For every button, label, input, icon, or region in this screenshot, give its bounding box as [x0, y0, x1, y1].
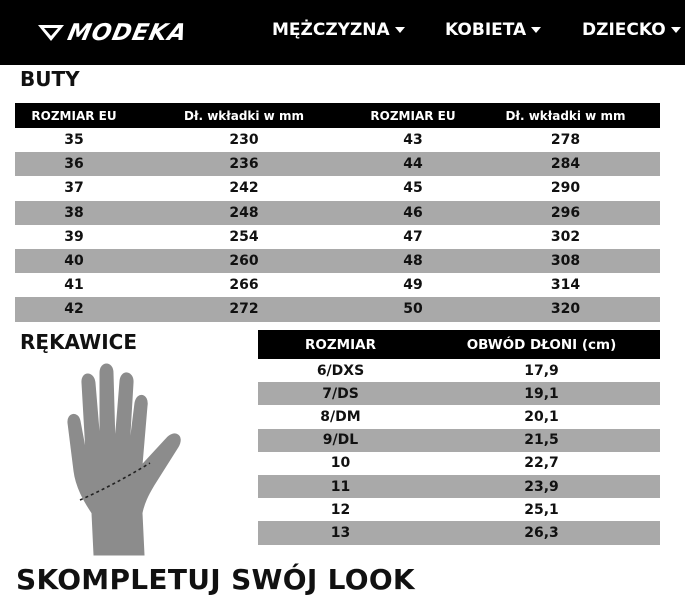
- table-row: [15, 201, 660, 225]
- caret-down-icon: [671, 27, 681, 33]
- column-header: ROZMIAR EU: [15, 103, 133, 128]
- table-cell: 26,3: [423, 521, 660, 544]
- table-cell: 44: [355, 152, 471, 176]
- shoe-size-table: [15, 103, 660, 322]
- table-row: [15, 176, 660, 200]
- table-cell: 47: [355, 225, 471, 249]
- table-cell: 39: [15, 225, 133, 249]
- table-cell: 12: [258, 498, 423, 521]
- table-cell: 37: [15, 176, 133, 200]
- complete-look-heading: SKOMPLETUJ SWÓJ LOOK: [16, 563, 415, 596]
- shoes-heading: BUTY: [20, 67, 80, 91]
- table-row: [15, 273, 660, 297]
- caret-down-icon: [531, 27, 541, 33]
- table-cell: 236: [133, 152, 355, 176]
- table-header-row: [15, 103, 660, 128]
- hand-measure-icon: [58, 363, 188, 558]
- nav-item-label: DZIECKO: [582, 20, 666, 40]
- table-cell: 314: [471, 273, 660, 297]
- table-row: [258, 498, 660, 521]
- column-header: Dł. wkładki w mm: [471, 103, 660, 128]
- table-cell: 43: [355, 128, 471, 152]
- table-cell: 45: [355, 176, 471, 200]
- table-cell: 40: [15, 249, 133, 273]
- table-row: [258, 475, 660, 498]
- table-row: [15, 297, 660, 321]
- table-cell: 260: [133, 249, 355, 273]
- table-cell: 41: [15, 273, 133, 297]
- table-cell: 17,9: [423, 359, 660, 382]
- table-cell: 11: [258, 475, 423, 498]
- table-cell: 266: [133, 273, 355, 297]
- table-cell: 22,7: [423, 452, 660, 475]
- caret-down-icon: [395, 27, 405, 33]
- shoe-table-body: [15, 128, 660, 322]
- table-cell: 19,1: [423, 382, 660, 405]
- table-cell: 254: [133, 225, 355, 249]
- column-header: ROZMIAR EU: [355, 103, 471, 128]
- table-cell: 48: [355, 249, 471, 273]
- table-row: [258, 429, 660, 452]
- nav-item-kobieta[interactable]: [445, 20, 541, 40]
- table-cell: 278: [471, 128, 660, 152]
- table-cell: 50: [355, 297, 471, 321]
- nav-item-mezczyzna[interactable]: [272, 20, 405, 40]
- column-header: Dł. wkładki w mm: [133, 103, 355, 128]
- table-cell: 36: [15, 152, 133, 176]
- table-row: [258, 405, 660, 428]
- table-cell: 230: [133, 128, 355, 152]
- table-cell: 10: [258, 452, 423, 475]
- main-nav: [0, 20, 685, 46]
- nav-item-label: KOBIETA: [445, 20, 527, 40]
- table-row: [15, 249, 660, 273]
- table-cell: 302: [471, 225, 660, 249]
- table-row: [15, 225, 660, 249]
- table-cell: 7/DS: [258, 382, 423, 405]
- table-row: [258, 452, 660, 475]
- table-cell: 49: [355, 273, 471, 297]
- table-cell: 42: [15, 297, 133, 321]
- table-cell: 20,1: [423, 405, 660, 428]
- table-cell: 248: [133, 201, 355, 225]
- table-cell: 6/DXS: [258, 359, 423, 382]
- table-cell: 21,5: [423, 429, 660, 452]
- brand-logo-text: MODEKA: [65, 20, 190, 46]
- table-cell: 9/DL: [258, 429, 423, 452]
- table-cell: 38: [15, 201, 133, 225]
- table-row: [15, 128, 660, 152]
- table-header-row: [258, 330, 660, 359]
- table-row: [258, 521, 660, 544]
- column-header: ROZMIAR: [258, 330, 423, 359]
- table-cell: 13: [258, 521, 423, 544]
- nav-item-dziecko[interactable]: [582, 20, 681, 40]
- table-row: [15, 152, 660, 176]
- glove-size-table: [258, 330, 660, 545]
- table-row: [258, 359, 660, 382]
- nav-item-label: MĘŻCZYZNA: [272, 20, 390, 40]
- table-cell: 23,9: [423, 475, 660, 498]
- site-header: [0, 0, 685, 65]
- table-cell: 296: [471, 201, 660, 225]
- table-cell: 242: [133, 176, 355, 200]
- table-cell: 284: [471, 152, 660, 176]
- table-cell: 290: [471, 176, 660, 200]
- table-cell: 46: [355, 201, 471, 225]
- table-row: [258, 382, 660, 405]
- table-cell: 320: [471, 297, 660, 321]
- column-header: OBWÓD DŁONI (cm): [423, 330, 660, 359]
- table-cell: 25,1: [423, 498, 660, 521]
- gloves-heading: RĘKAWICE: [20, 330, 137, 354]
- glove-table-body: [258, 359, 660, 545]
- table-cell: 308: [471, 249, 660, 273]
- table-cell: 35: [15, 128, 133, 152]
- table-cell: 272: [133, 297, 355, 321]
- table-cell: 8/DM: [258, 405, 423, 428]
